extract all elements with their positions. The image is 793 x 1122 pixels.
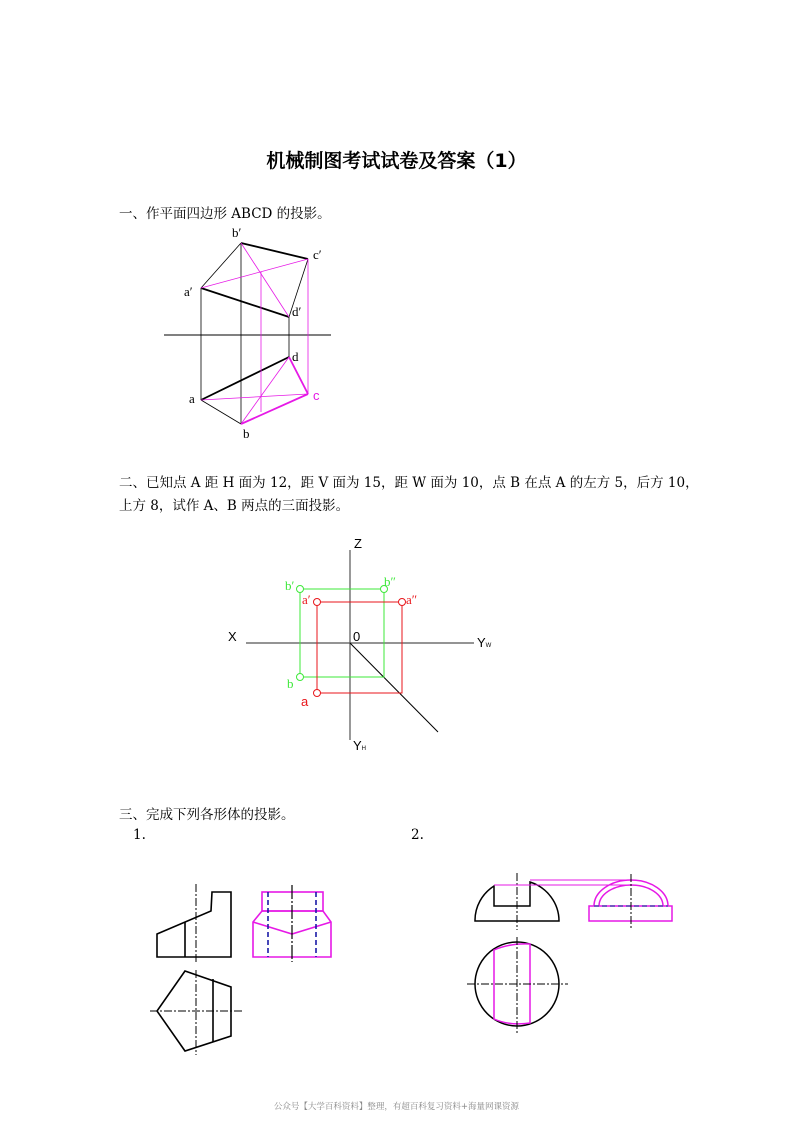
front-view-outline [157,892,231,957]
edge-bc [241,394,308,424]
label-origin: 0 [353,629,361,644]
solid-1-three-views [150,884,331,1055]
edge-ab [201,400,241,424]
footer-note: 公众号【大学百科资料】整理，有超百科复习资料+海量网课资源 [273,1102,520,1112]
question-3-text: 三、完成下列各形体的投影。 [119,807,295,823]
45-degree-line [350,643,438,732]
point-a-prime [314,599,321,606]
item-1-number: 1. [133,827,146,843]
label-b-prime: b′ [232,225,242,240]
label-b-double-prime: b″ [384,574,396,589]
page-title: 机械制图考试试卷及答案（1） [266,150,527,172]
label-a: a [189,391,195,406]
question-2-line-1: 二、已知点 A 距 H 面为 12，距 V 面为 15，距 W 面为 10，点 B 在点 A 的左方 5，后方 10， [119,475,699,491]
point-b [297,674,304,681]
label-b-prime: b′ [285,578,295,593]
label-a: a [301,694,309,709]
label-d-prime: d′ [292,304,302,319]
edge-a1b1 [201,243,241,288]
edge-b1c1 [241,243,308,259]
label-yh: YH [353,738,367,753]
label-yw: YW [477,635,492,650]
label-b: b [243,426,250,441]
edge-a1d1 [201,288,289,317]
item-2-number: 2. [411,827,424,843]
edge-ad [201,357,289,400]
three-view-points-diagram [228,536,492,753]
diagonal-ac [201,394,308,400]
label-b: b [287,676,294,691]
point-a-projectors [317,602,402,693]
quadrilateral-projection-diagram [164,225,331,441]
label-a-prime: a′ [302,592,311,607]
question-1-text: 一、作平面四边形 ABCD 的投影。 [119,206,331,222]
point-a-double-prime [399,599,406,606]
question-2-line-2: 上方 8，试作 A、B 两点的三面投影。 [119,498,350,514]
label-d: d [292,349,299,364]
diagonal-b1d1 [241,243,289,317]
label-a-double-prime: a″ [406,592,418,607]
label-z: Z [354,536,362,551]
label-c: c [313,388,320,403]
label-a-prime: a′ [184,284,193,299]
point-a [314,690,321,697]
label-x: X [228,629,237,644]
label-c-prime: c′ [313,247,322,262]
solid-2-three-views [467,873,672,1033]
